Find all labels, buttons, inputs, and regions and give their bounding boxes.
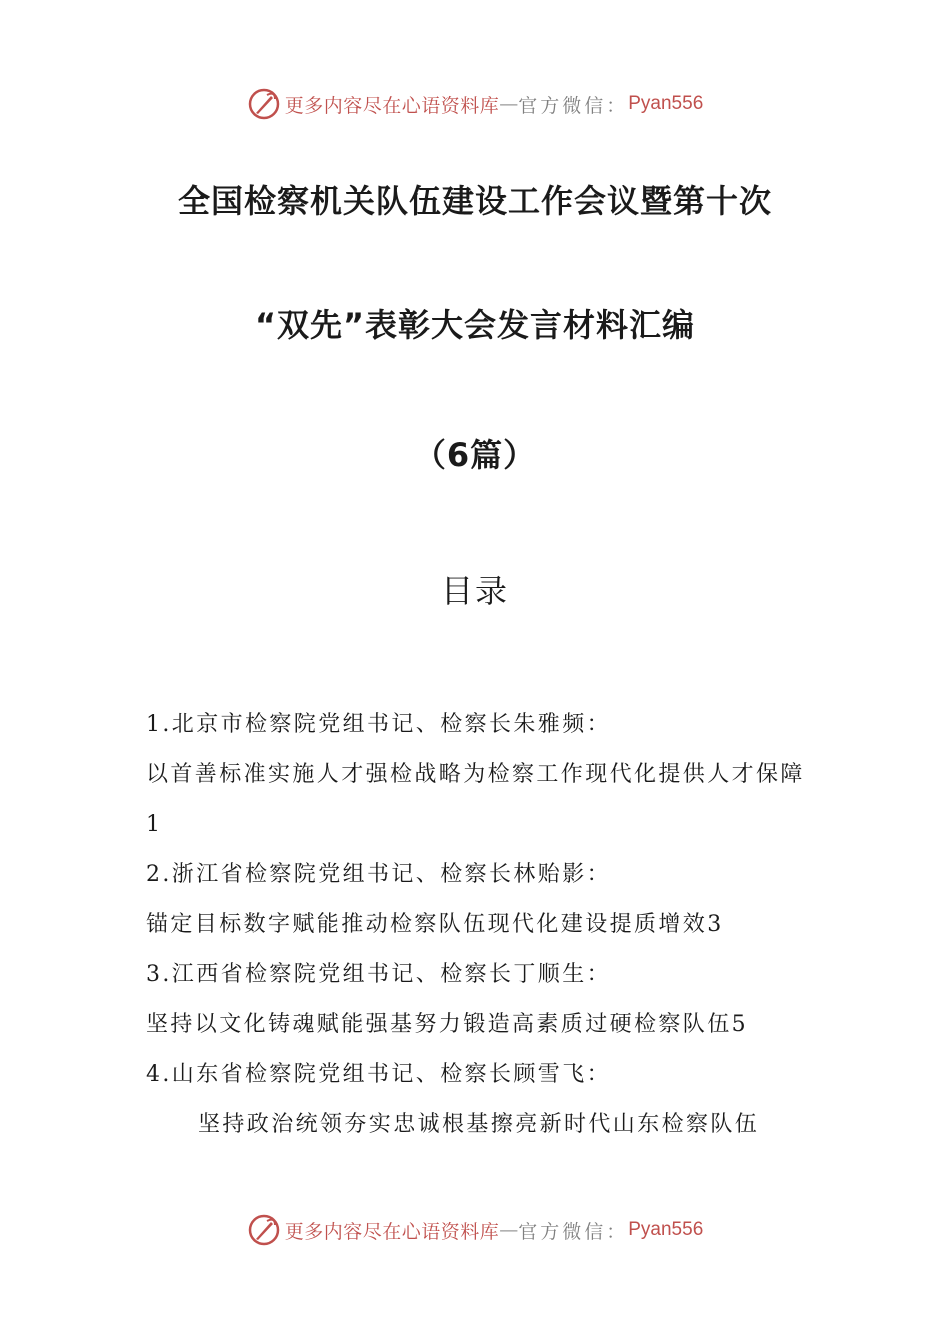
watermark-banner-top (0, 84, 950, 124)
watermark-account: Pyan556 (628, 1219, 704, 1240)
watermark-official-label: 官方微信： (518, 94, 629, 117)
toc-heading: 目录 (440, 572, 509, 610)
table-of-contents (146, 700, 816, 1150)
document-title-line-1: 全国检察机关队伍建设工作会议暨第十次 (177, 182, 772, 220)
toc-entry-3-title: 坚持以文化铸魂赋能强基努力锻造高素质过硬检察队伍5 (146, 1012, 748, 1037)
watermark-dash: — (499, 93, 519, 115)
toc-entry-3-author: 3.江西省检察院党组书记、检察长丁顺生： (146, 962, 611, 987)
toc-entry-1-author: 1.北京市检察院党组书记、检察长朱雅频： (146, 712, 611, 737)
toc-entry-2-author: 2.浙江省检察院党组书记、检察长林贻影： (146, 862, 611, 887)
quill-pen-icon (247, 1213, 281, 1247)
watermark-banner-bottom (0, 1210, 950, 1250)
toc-entry-1-title: 以首善标准实施人才强检战略为检察工作现代化提供人才保障1 (146, 762, 805, 837)
document-title-line-2: “双先”表彰大会发言材料汇编 (254, 306, 696, 344)
watermark-dash: — (499, 1219, 519, 1241)
toc-entry-2-title: 锚定目标数字赋能推动检察队伍现代化建设提质增效3 (146, 912, 724, 937)
watermark-text: 更多内容尽在心语资料库 (284, 1220, 500, 1243)
document-title-count: （6篇） (413, 436, 537, 474)
watermark-official-label: 官方微信： (518, 1220, 629, 1243)
quill-pen-icon (247, 87, 281, 121)
toc-entry-4-author: 4.山东省检察院党组书记、检察长顾雪飞： (146, 1062, 611, 1087)
watermark-account: Pyan556 (628, 93, 704, 114)
watermark-text: 更多内容尽在心语资料库 (284, 94, 500, 117)
toc-entry-4-title: 坚持政治统领夯实忠诚根基擦亮新时代山东检察队伍 (198, 1112, 760, 1137)
